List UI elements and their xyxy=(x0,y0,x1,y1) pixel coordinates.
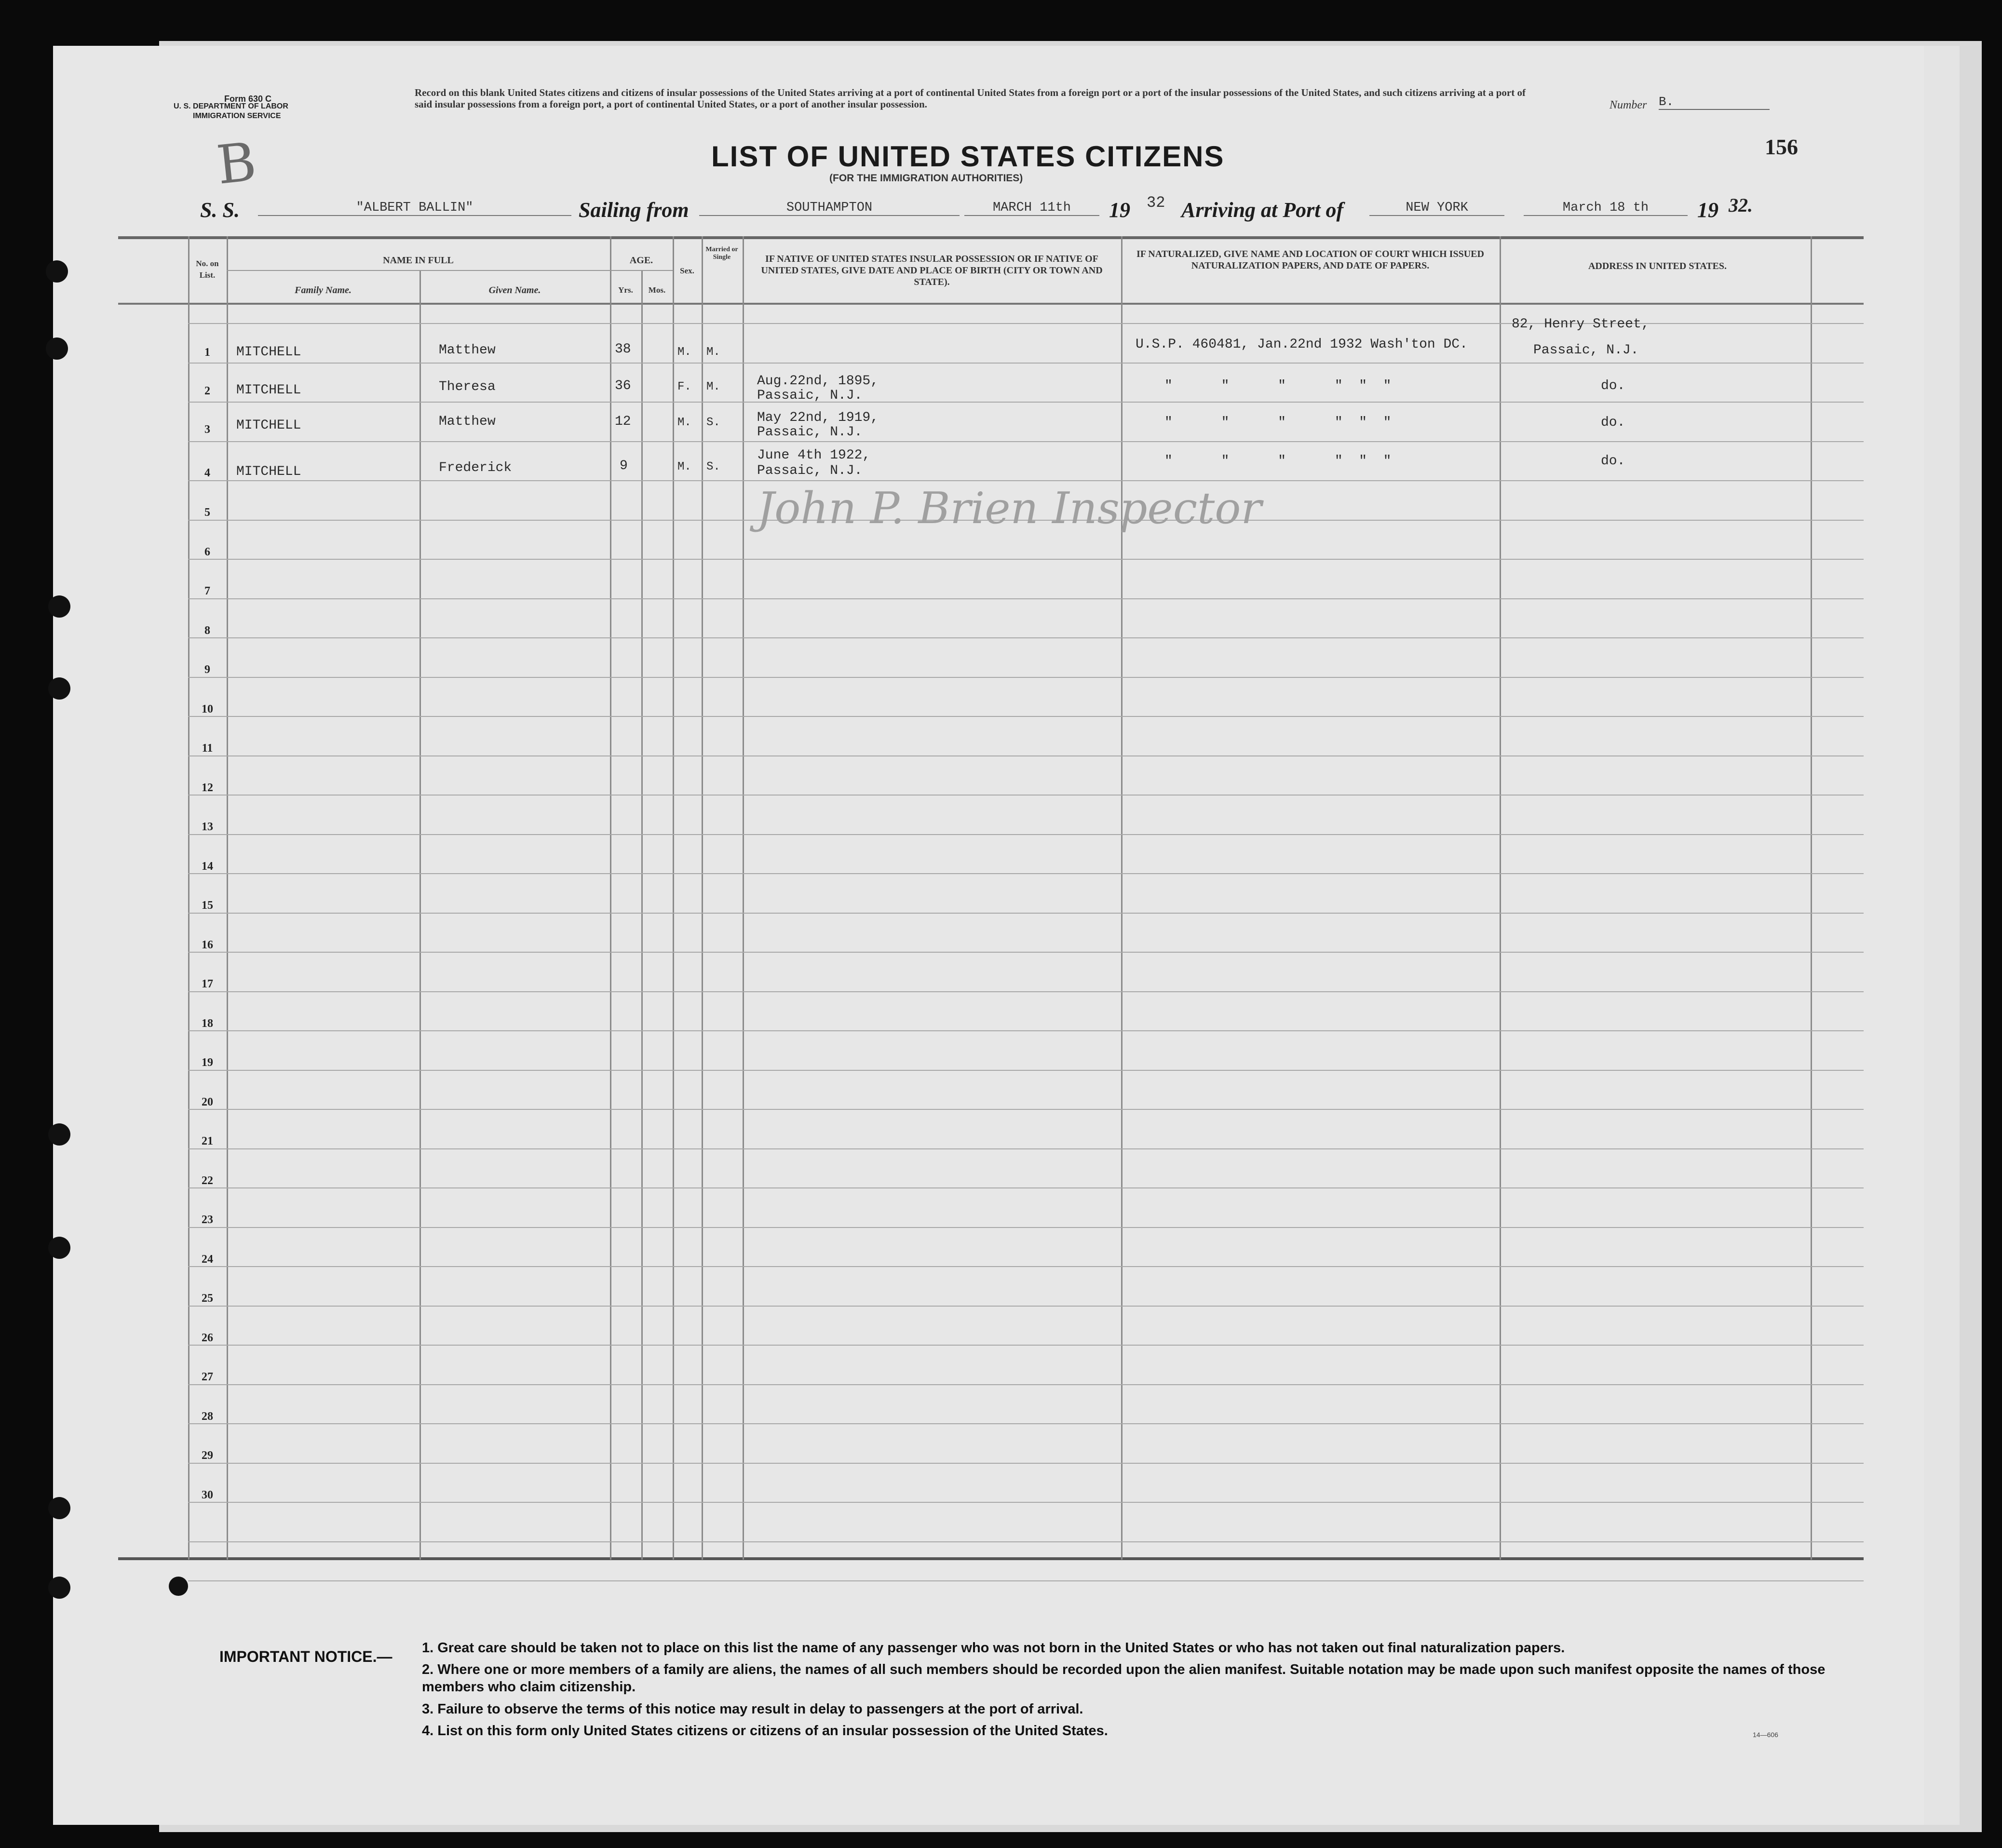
row-rule xyxy=(188,1384,1864,1385)
row-rule xyxy=(188,1580,1864,1581)
row-rule xyxy=(188,677,1864,678)
row-number: 28 xyxy=(202,1410,213,1423)
arrival-date: March 18 th xyxy=(1524,201,1688,216)
row-rule xyxy=(188,1423,1864,1424)
row-number: 14 xyxy=(202,860,213,873)
row-number: 16 xyxy=(202,939,213,951)
row-rule xyxy=(188,1541,1864,1542)
address: do. xyxy=(1601,454,1625,469)
arrival-year-prefix: 19 xyxy=(1697,198,1718,222)
row-number: 13 xyxy=(202,821,213,833)
family-name: MITCHELL xyxy=(236,383,301,398)
header-yrs: Yrs. xyxy=(618,285,633,295)
given-name: Theresa xyxy=(439,379,496,394)
form-instructions: Record on this blank United States citizens and citizens of insular possessions of the United States arriving at a port of continental United States from a foreign port or a port of the insular possessions of the United States, and such citizens arriving at a port of said insular possessions from a foreign port, a port of continental United States, or a port of another insular possession. xyxy=(415,87,1526,110)
row-rule xyxy=(188,441,1864,442)
header-naturalized: IF NATURALIZED, GIVE NAME AND LOCATION OF COURT WHICH ISSUED NATURALIZATION PAPERS, AND DATE OF PAPERS. xyxy=(1136,249,1484,271)
header-name-in-full: NAME IN FULL xyxy=(383,255,454,266)
header-sex: Sex. xyxy=(680,266,694,275)
age-years: 12 xyxy=(615,414,631,429)
notice-item-2: 2. Where one or more members of a family are aliens, the names of all such members should be recorded upon the alien manifest. Suitable notation may be made upon such manifest opposite the names of those members who claim citizenship. xyxy=(422,1662,1826,1695)
punch-hole xyxy=(46,260,68,283)
family-name: MITCHELL xyxy=(236,345,301,360)
punch-hole xyxy=(48,677,70,700)
given-name: Matthew xyxy=(439,414,496,429)
page-title: LIST OF UNITED STATES CITIZENS xyxy=(711,140,1225,173)
row-rule xyxy=(188,480,1864,481)
sailing-label: Sailing from xyxy=(579,198,689,222)
row-rule xyxy=(188,991,1864,992)
punch-hole xyxy=(169,1577,188,1596)
inspector-signature: John P. Brien Inspector xyxy=(757,483,1262,534)
row-rule xyxy=(188,795,1864,796)
row-number: 20 xyxy=(202,1096,213,1108)
year-suffix: 32 xyxy=(1147,194,1165,212)
row-number: 10 xyxy=(202,703,213,715)
row-number: 29 xyxy=(202,1449,213,1462)
row-rule xyxy=(188,1345,1864,1346)
notice-item-4: 4. List on this form only United States citizens or citizens of an insular possession of the United States. xyxy=(422,1723,1108,1739)
row-number: 1 xyxy=(204,346,210,359)
row-rule xyxy=(188,402,1864,403)
row-number: 7 xyxy=(204,585,210,597)
service-name: IMMIGRATION SERVICE xyxy=(193,112,281,120)
number-label: Number xyxy=(1610,99,1647,111)
row-number: 19 xyxy=(202,1056,213,1069)
row-rule xyxy=(188,1109,1864,1110)
family-name: MITCHELL xyxy=(236,418,301,433)
row-number: 11 xyxy=(202,742,213,755)
notice-item-1: 1. Great care should be taken not to place on this list the name of any passenger who was not born in the United States or who has not taken out final naturalization papers. xyxy=(422,1640,1565,1656)
row-rule xyxy=(188,637,1864,638)
birth-date: Aug.22nd, 1895, xyxy=(757,374,879,389)
year-prefix: 19 xyxy=(1109,198,1130,222)
row-number: 3 xyxy=(204,423,210,436)
row-rule xyxy=(188,1148,1864,1149)
address: do. xyxy=(1601,415,1625,430)
punch-hole xyxy=(48,1237,70,1259)
marital-status: M. xyxy=(706,380,720,393)
birth-place: Passaic, N.J. xyxy=(757,463,863,478)
row-number: 21 xyxy=(202,1135,213,1147)
row-rule xyxy=(188,363,1864,364)
marital-status: M. xyxy=(706,346,720,359)
given-name: Frederick xyxy=(439,460,512,475)
row-rule xyxy=(188,1187,1864,1188)
naturalization: " " " " " " xyxy=(1164,378,1392,393)
sex: M. xyxy=(677,346,691,359)
row-rule xyxy=(188,716,1864,717)
row-number: 12 xyxy=(202,782,213,794)
naturalization: " " " " " " xyxy=(1164,415,1392,430)
row-rule xyxy=(188,834,1864,835)
row-rule xyxy=(188,1463,1864,1464)
row-rule xyxy=(188,1266,1864,1267)
punch-hole xyxy=(48,595,70,618)
birth-date: May 22nd, 1919, xyxy=(757,410,879,425)
row-rule xyxy=(188,952,1864,953)
naturalization: U.S.P. 460481, Jan.22nd 1932 Wash'ton DC. xyxy=(1136,337,1468,352)
row-number: 6 xyxy=(204,546,210,558)
row-number: 25 xyxy=(202,1292,213,1305)
number-value: B. xyxy=(1659,94,1770,110)
notice-item-3: 3. Failure to observe the terms of this notice may result in delay to passengers at the port of arrival. xyxy=(422,1701,1083,1717)
page-number: 156 xyxy=(1765,135,1798,159)
row-rule xyxy=(188,1502,1864,1503)
age-years: 38 xyxy=(615,342,631,357)
row-number: 8 xyxy=(204,624,210,637)
birth-date: June 4th 1922, xyxy=(757,448,871,463)
arrival-year-suffix: 32. xyxy=(1729,194,1753,216)
row-rule xyxy=(188,1030,1864,1031)
marital-status: S. xyxy=(706,460,720,473)
row-number: 4 xyxy=(204,467,210,479)
address-line2: Passaic, N.J. xyxy=(1533,343,1639,358)
row-rule xyxy=(188,755,1864,756)
row-number: 26 xyxy=(202,1332,213,1344)
punch-hole xyxy=(48,1123,70,1146)
header-married-single: Married or Single xyxy=(705,246,738,261)
row-number: 22 xyxy=(202,1174,213,1187)
marital-status: S. xyxy=(706,416,720,429)
footer-code: 14—606 xyxy=(1753,1731,1778,1739)
row-number: 23 xyxy=(202,1214,213,1226)
row-rule xyxy=(188,559,1864,560)
arrival-port: NEW YORK xyxy=(1369,201,1504,216)
age-years: 9 xyxy=(620,459,628,473)
page-subtitle: (FOR THE IMMIGRATION AUTHORITIES) xyxy=(829,173,1023,184)
row-rule xyxy=(188,1227,1864,1228)
punch-hole xyxy=(48,1577,70,1599)
arriving-label: Arriving at Port of xyxy=(1181,198,1344,222)
row-rule xyxy=(188,873,1864,874)
header-no: No. on List. xyxy=(196,259,219,280)
row-number: 5 xyxy=(204,506,210,519)
ship-name: "ALBERT BALLIN" xyxy=(258,201,571,216)
notice-title: IMPORTANT NOTICE.— xyxy=(219,1648,392,1665)
header-family-name: Family Name. xyxy=(295,285,352,296)
row-number: 17 xyxy=(202,978,213,990)
punch-hole xyxy=(46,337,68,360)
row-rule xyxy=(188,1070,1864,1071)
departure-date: MARCH 11th xyxy=(964,201,1099,216)
given-name: Matthew xyxy=(439,343,496,358)
header-address: ADDRESS IN UNITED STATES. xyxy=(1588,261,1727,271)
ss-label: S. S. xyxy=(200,198,240,222)
row-rule xyxy=(188,598,1864,599)
row-number: 2 xyxy=(204,385,210,397)
row-number: 30 xyxy=(202,1489,213,1501)
row-number: 24 xyxy=(202,1253,213,1266)
row-number: 18 xyxy=(202,1017,213,1030)
address-line1: 82, Henry Street, xyxy=(1512,317,1650,332)
family-name: MITCHELL xyxy=(236,464,301,479)
sex: F. xyxy=(677,380,691,393)
row-rule xyxy=(188,913,1864,914)
row-number: 15 xyxy=(202,899,213,912)
sex: M. xyxy=(677,416,691,429)
department-name: U. S. DEPARTMENT OF LABOR xyxy=(174,102,288,110)
departure-port: SOUTHAMPTON xyxy=(699,201,960,216)
birth-place: Passaic, N.J. xyxy=(757,425,863,440)
punch-hole xyxy=(48,1497,70,1519)
row-rule xyxy=(188,1306,1864,1307)
birth-place: Passaic, N.J. xyxy=(757,388,863,403)
header-mos: Mos. xyxy=(648,285,666,295)
sex: M. xyxy=(677,460,691,473)
row-number: 27 xyxy=(202,1371,213,1383)
header-age: AGE. xyxy=(629,255,653,266)
header-given-name: Given Name. xyxy=(488,285,541,296)
handwritten-mark: B xyxy=(214,131,259,196)
row-number: 9 xyxy=(204,663,210,676)
age-years: 36 xyxy=(615,378,631,393)
naturalization: " " " " " " xyxy=(1164,454,1392,469)
address: do. xyxy=(1601,378,1625,393)
manifest-table xyxy=(118,236,1864,1562)
header-birth: IF NATIVE OF UNITED STATES INSULAR POSSESSION OR IF NATIVE OF UNITED STATES, GIVE DATE AND PLACE OF BIRTH (CITY OR TOWN AND STATE). xyxy=(761,254,1103,287)
form-number: Form 630 C xyxy=(224,94,272,104)
